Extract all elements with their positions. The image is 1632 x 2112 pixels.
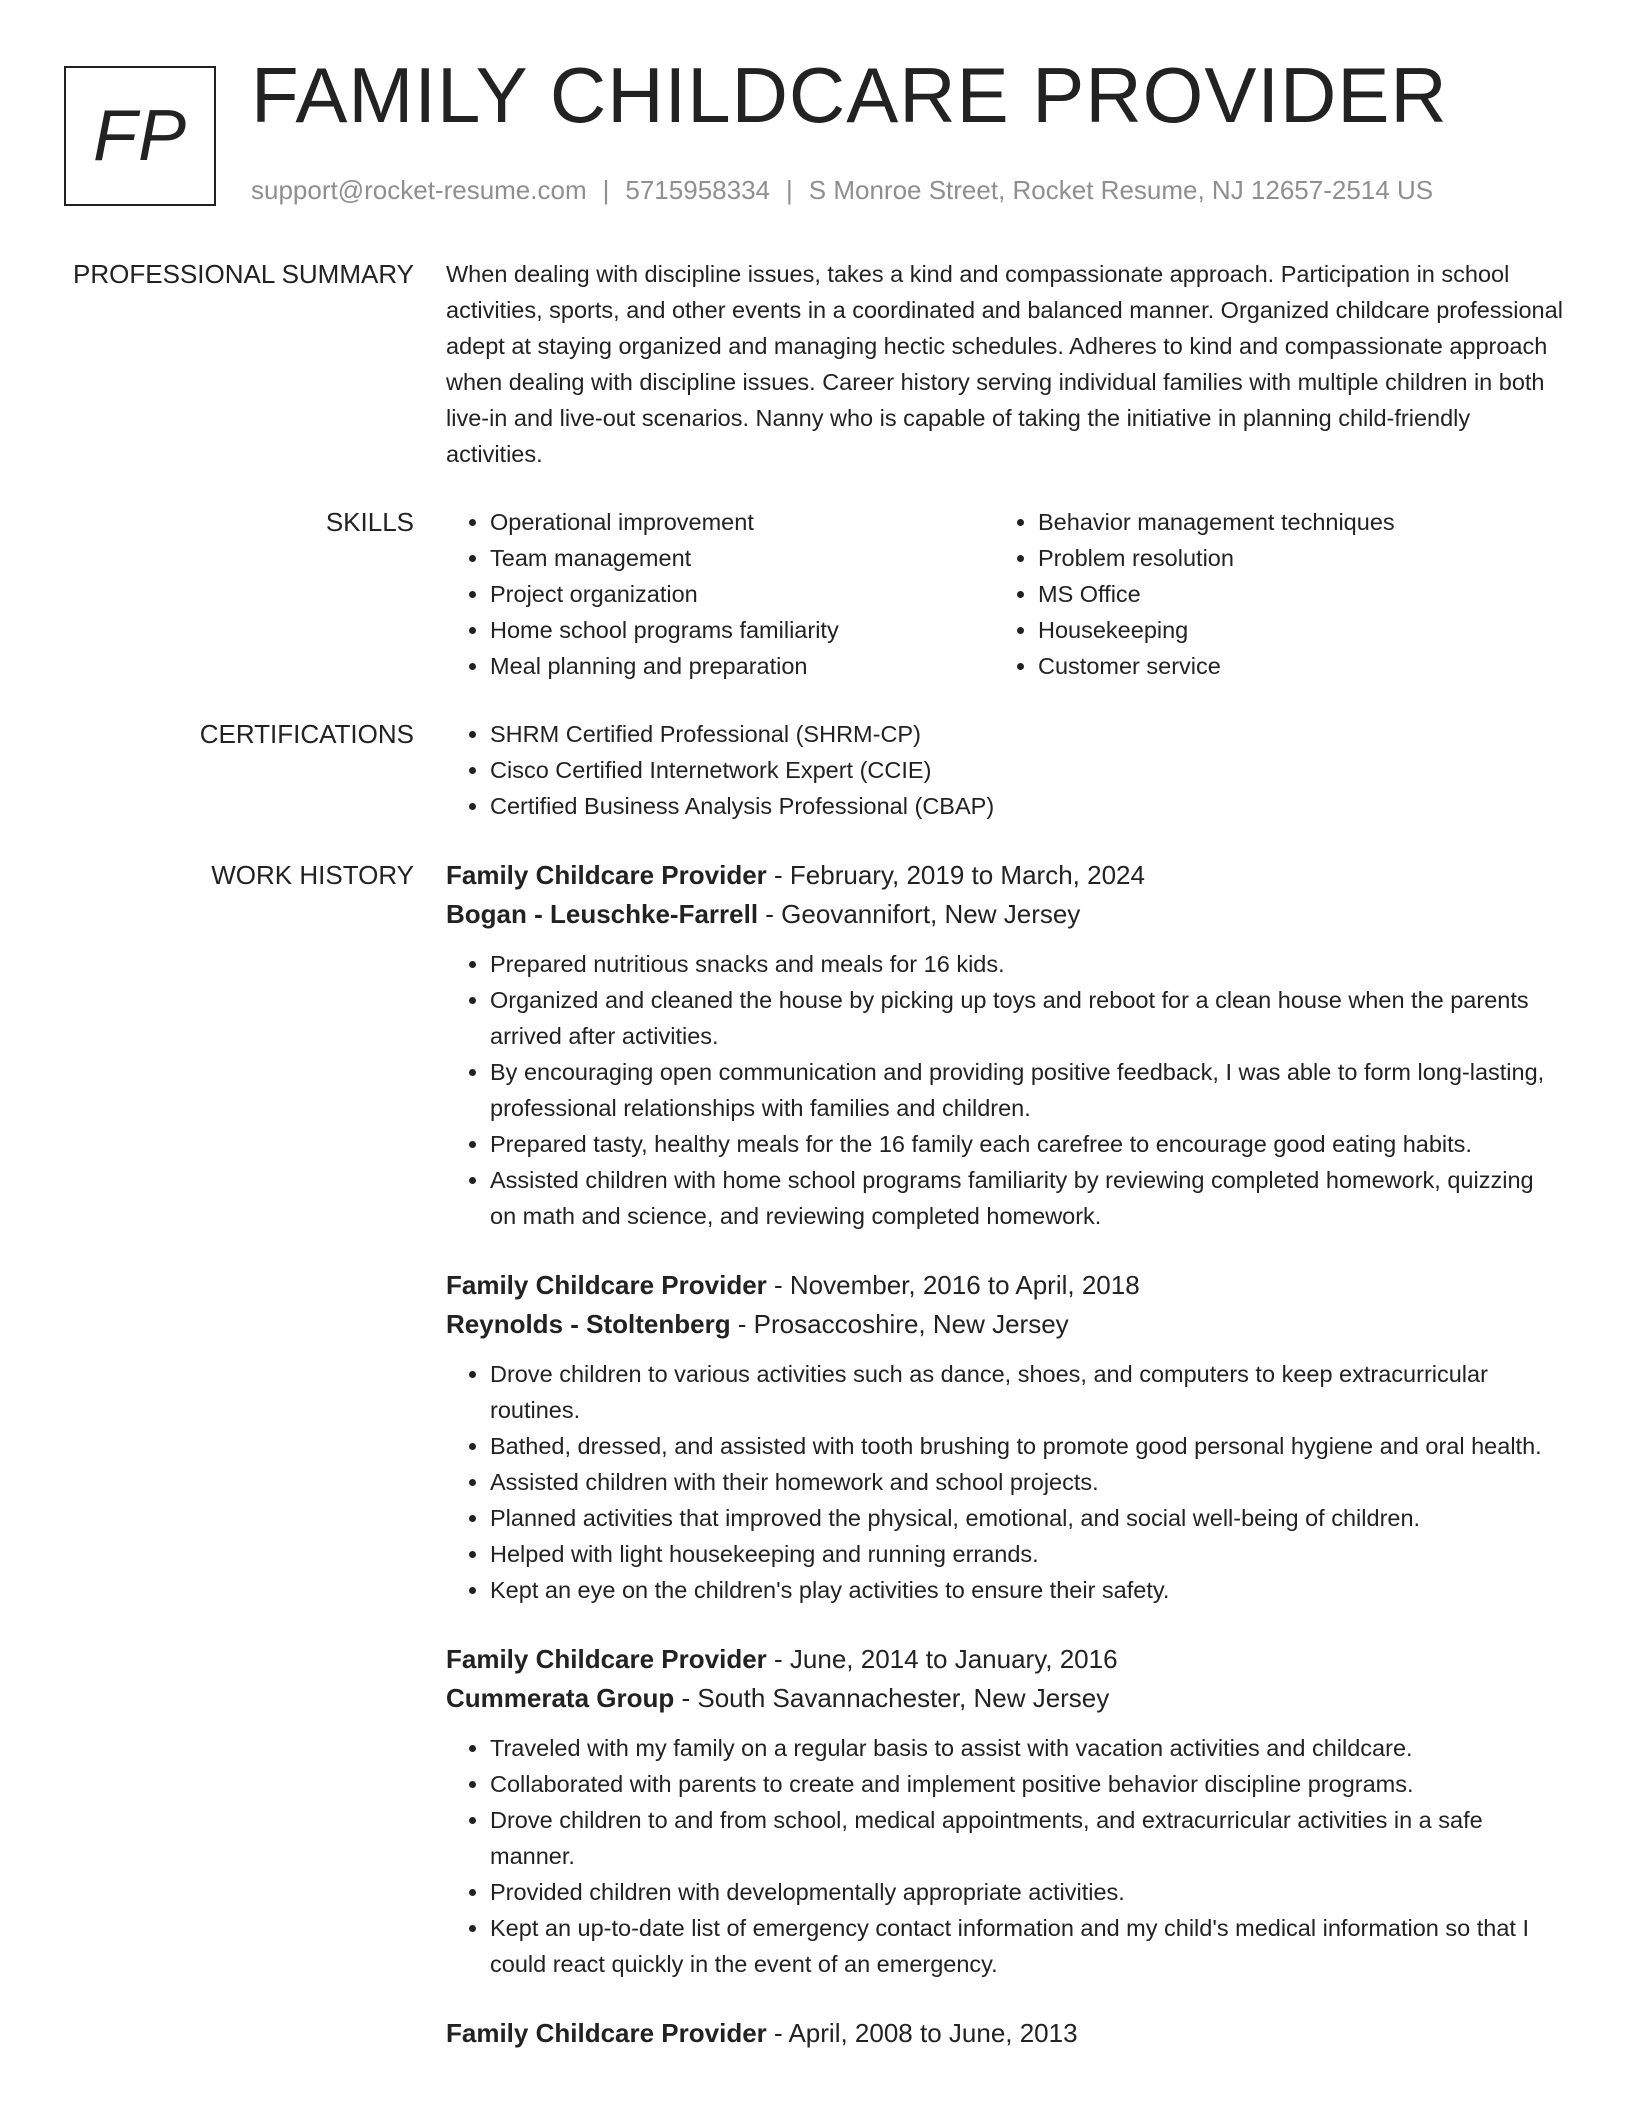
job-company-line xyxy=(446,1305,1566,1344)
job-entry xyxy=(446,2014,1566,2053)
skills-column-1 xyxy=(446,504,994,684)
skills-column-2 xyxy=(994,504,1542,684)
job-location: - South Savannachester, New Jersey xyxy=(674,1683,1110,1713)
work-history-heading: WORK HISTORY xyxy=(211,860,414,890)
job-title-line xyxy=(446,1640,1566,1679)
job-company: Cummerata Group xyxy=(446,1683,675,1713)
job-title-line xyxy=(446,1266,1566,1305)
job-dates: - June, 2014 to January, 2016 xyxy=(766,1644,1118,1674)
job-dates: - February, 2019 to March, 2024 xyxy=(766,860,1145,890)
job-bullet: • Drove children to various activities such as dance, shoes, and computers to keep extracurricular routines. xyxy=(490,1356,1566,1428)
summary-text: When dealing with discipline issues, takes a kind and compassionate approach. Participation in school activities, sports, and other events in a coordinated and balanced manner. Organized childcare professional adept at staying organized and managing hectic schedules. Adheres to kind and compassionate approach when dealing with discipline issues. Career history serving individual families with multiple children in both live-in and live-out scenarios. Nanny who is capable of taking the initiative in planning child-friendly activities. xyxy=(446,261,1563,467)
skill-item: • Customer service xyxy=(1038,648,1542,684)
job-location: - Prosaccoshire, New Jersey xyxy=(730,1309,1069,1339)
job-title: Family Childcare Provider xyxy=(446,1270,767,1300)
job-bullets xyxy=(446,946,1566,1234)
contact-email: support@rocket-resume.com xyxy=(251,175,587,205)
skill-item: • Housekeeping xyxy=(1038,612,1542,648)
job-bullets xyxy=(446,1356,1566,1608)
job-bullet: • Collaborated with parents to create and implement positive behavior discipline programs. xyxy=(490,1766,1566,1802)
certification-item: • Cisco Certified Internetwork Expert (CCIE) xyxy=(490,752,1566,788)
skill-item: • Operational improvement xyxy=(490,504,994,540)
job-title: Family Childcare Provider xyxy=(446,2018,767,2048)
job-company-line xyxy=(446,895,1566,934)
certification-item: • SHRM Certified Professional (SHRM-CP) xyxy=(490,716,1566,752)
certifications-body xyxy=(446,716,1566,824)
certification-item: • Certified Business Analysis Professional (CBAP) xyxy=(490,788,1566,824)
contact-address: S Monroe Street, Rocket Resume, NJ 12657-2514 US xyxy=(808,175,1434,205)
skill-item: • Meal planning and preparation xyxy=(490,648,994,684)
page-title: FAMILY CHILDCARE PROVIDER xyxy=(251,51,1448,139)
job-entry xyxy=(446,1640,1566,1982)
summary-heading: PROFESSIONAL SUMMARY xyxy=(73,259,414,289)
job-bullet: • Planned activities that improved the physical, emotional, and social well-being of children. xyxy=(490,1500,1566,1536)
job-bullet: • Bathed, dressed, and assisted with tooth brushing to promote good personal hygiene and oral health. xyxy=(490,1428,1566,1464)
job-title: Family Childcare Provider xyxy=(446,860,767,890)
job-bullet: • Kept an up-to-date list of emergency contact information and my child's medical information so that I could react quickly in the event of an emergency. xyxy=(490,1910,1566,1982)
job-title: Family Childcare Provider xyxy=(446,1644,767,1674)
job-bullet: • Organized and cleaned the house by picking up toys and reboot for a clean house when the parents arrived after activities. xyxy=(490,982,1566,1054)
job-bullet: • Helped with light housekeeping and running errands. xyxy=(490,1536,1566,1572)
job-bullet: • Provided children with developmentally appropriate activities. xyxy=(490,1874,1566,1910)
job-dates: - November, 2016 to April, 2018 xyxy=(766,1270,1140,1300)
job-bullet: • Assisted children with home school programs familiarity by reviewing completed homework, quizzing on math and science, and reviewing completed homework. xyxy=(490,1162,1566,1234)
skill-item: • MS Office xyxy=(1038,576,1542,612)
monogram-logo: FP xyxy=(64,66,216,206)
job-title-line xyxy=(446,2014,1566,2053)
certifications-heading: CERTIFICATIONS xyxy=(199,719,414,749)
job-bullet: • Prepared nutritious snacks and meals for 16 kids. xyxy=(490,946,1566,982)
contact-separator: | xyxy=(786,175,793,205)
job-location: - Geovannifort, New Jersey xyxy=(758,899,1081,929)
job-company: Reynolds - Stoltenberg xyxy=(446,1309,731,1339)
job-bullets xyxy=(446,1730,1566,1982)
skill-item: • Project organization xyxy=(490,576,994,612)
job-dates: - April, 2008 to June, 2013 xyxy=(766,2018,1078,2048)
skill-item: • Team management xyxy=(490,540,994,576)
job-bullet: • Prepared tasty, healthy meals for the 16 family each carefree to encourage good eating habits. xyxy=(490,1126,1566,1162)
contact-phone: 5715958334 xyxy=(625,175,770,205)
job-bullet: • Traveled with my family on a regular basis to assist with vacation activities and childcare. xyxy=(490,1730,1566,1766)
job-bullet: • Assisted children with their homework and school projects. xyxy=(490,1464,1566,1500)
skill-item: • Home school programs familiarity xyxy=(490,612,994,648)
skill-item: • Problem resolution xyxy=(1038,540,1542,576)
job-bullet: • Drove children to and from school, medical appointments, and extracurricular activities in a safe manner. xyxy=(490,1802,1566,1874)
job-company-line xyxy=(446,1679,1566,1718)
job-entry xyxy=(446,856,1566,1234)
skill-item: • Behavior management techniques xyxy=(1038,504,1542,540)
skills-heading: SKILLS xyxy=(325,507,414,537)
job-bullet: • Kept an eye on the children's play activities to ensure their safety. xyxy=(490,1572,1566,1608)
contact-line xyxy=(251,175,1433,206)
skills-body xyxy=(446,504,1566,684)
job-bullet: • By encouraging open communication and providing positive feedback, I was able to form long-lasting, professional relationships with families and children. xyxy=(490,1054,1566,1126)
job-company: Bogan - Leuschke-Farrell xyxy=(446,899,759,929)
contact-separator: | xyxy=(602,175,610,205)
work-history-body xyxy=(446,856,1566,2053)
job-entry xyxy=(446,1266,1566,1608)
job-title-line xyxy=(446,856,1566,895)
